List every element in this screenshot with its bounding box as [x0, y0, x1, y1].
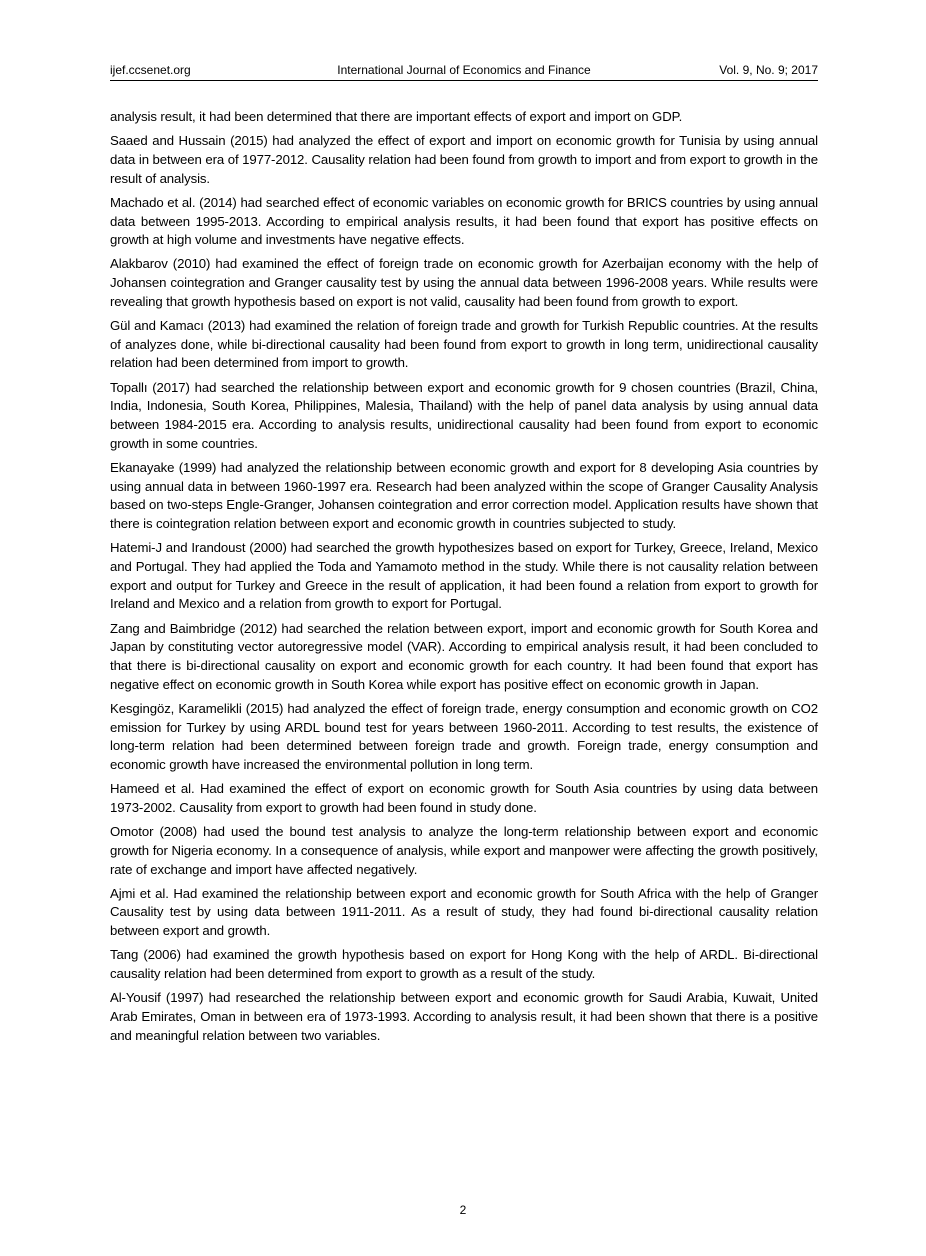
- paragraph: Ajmi et al. Had examined the relationship between export and economic growth for South Africa with the help of Granger Causality test by using data between 1911-2011. As a result of study, they had found bi-directional causality relation between export and growth.: [110, 885, 818, 939]
- paragraph: Ekanayake (1999) had analyzed the relationship between economic growth and export for 8 developing Asia countries by using annual data in between 1960-1997 era. Research had been analyzed within the scope of Granger Causality Analysis based on two-steps Engle-Granger, Johansen cointegration and error correction model. Application results have shown that there is cointegration relation between export and economic growth in countries subjected to study.: [110, 459, 818, 532]
- paragraph: Zang and Baimbridge (2012) had searched the relation between export, import and economic growth for South Korea and Japan by constituting vector autoregressive model (VAR). According to empirical analysis result, it had been concluded to that there is bi-directional causality on export and economic growth for each country. It had been found that export has negative effect on economic growth in South Korea while export has positive effect on economic growth in Japan.: [110, 620, 818, 692]
- running-header: [110, 63, 818, 79]
- paragraph: Tang (2006) had examined the growth hypothesis based on export for Hong Kong with the help of ARDL. Bi-directional causality relation had been determined from export to growth as a result of the study.: [110, 947, 818, 982]
- page-number: 2: [459, 1203, 467, 1217]
- paragraph: Saaed and Hussain (2015) had analyzed the effect of export and import on economic growth for Tunisia by using annual data in between era of 1977-2012. Causality relation had been found from growth to import and from export to growth in the result of analysis.: [110, 133, 818, 186]
- paragraph: Topallı (2017) had searched the relationship between export and economic growth for 9 chosen countries (Brazil, China, India, Indonesia, South Korea, Philippines, Malesia, Thailand) with the help of panel data analysis by using annual data between 1984-2015 era. According to analysis results, unidirectional causality had been found from export to economic growth in some countries.: [110, 379, 818, 451]
- header-rule: [110, 80, 818, 81]
- paragraph: Hatemi-J and Irandoust (2000) had searched the growth hypothesizes based on export for Turkey, Greece, Ireland, Mexico and Portugal. They had applied the Toda and Yamamoto method in the study. While there is not causality relation between export and output for Turkey and Greece in the result of application, it had been found a relation from export to growth for Ireland and Mexico and a relation from growth to export for Portugal.: [110, 540, 818, 612]
- paragraph: Hameed et al. Had examined the effect of export on economic growth for South Asia countries by using data between 1973-2002. Causality from export to growth had been found in study done.: [110, 781, 818, 815]
- paragraph: Kesgingöz, Karamelikli (2015) had analyzed the effect of foreign trade, energy consumption and economic growth on CO2 emission for Turkey by using ARDL bound test for years between 1960-2011. According to test results, the existence of long-term relation had been determined between foreign trade and growth. Foreign trade, energy consumption and economic growth have increased the environmental pollution in long term.: [110, 700, 818, 772]
- paragraph: Gül and Kamacı (2013) had examined the relation of foreign trade and growth for Turkish Republic countries. At the results of analyzes done, while bi-directional causality had been found from export to growth in long term, unidirectional causality relation had been determined from import to growth.: [110, 318, 818, 371]
- volume-info: Vol. 9, No. 9; 2017: [719, 63, 818, 77]
- paragraph: Omotor (2008) had used the bound test analysis to analyze the long-term relationship between export and economic growth for Nigeria economy. In a consequence of analysis, while export and manpower were affecting the growth positively, rate of exchange and import have affected negatively.: [110, 824, 818, 877]
- paragraph: Alakbarov (2010) had examined the effect of foreign trade on economic growth for Azerbaijan economy with the help of Johansen cointegration and Granger causality test by using the annual data between 1996-2008 years. While results were revealing that growth hypothesis based on export is not valid, causality had been found from growth to export.: [110, 256, 818, 309]
- journal-site[interactable]: ijef.ccsenet.org: [110, 63, 191, 77]
- journal-title: International Journal of Economics and Finance: [337, 63, 591, 77]
- body-text: [110, 108, 818, 1051]
- paragraph: analysis result, it had been determined that there are important effects of export and import on GDP.: [110, 109, 683, 124]
- paragraph: Machado et al. (2014) had searched effect of economic variables on economic growth for BRICS countries by using annual data between 1995-2013. According to empirical analysis results, it had been found that export has positive effects on growth at high volume and investments have negative effects.: [110, 194, 818, 248]
- paragraph: Al-Yousif (1997) had researched the relationship between export and economic growth for Saudi Arabia, Kuwait, United Arab Emirates, Oman in between era of 1973-1993. According to analysis result, it had been shown that there is a positive and meaningful relation between two variables.: [110, 990, 818, 1043]
